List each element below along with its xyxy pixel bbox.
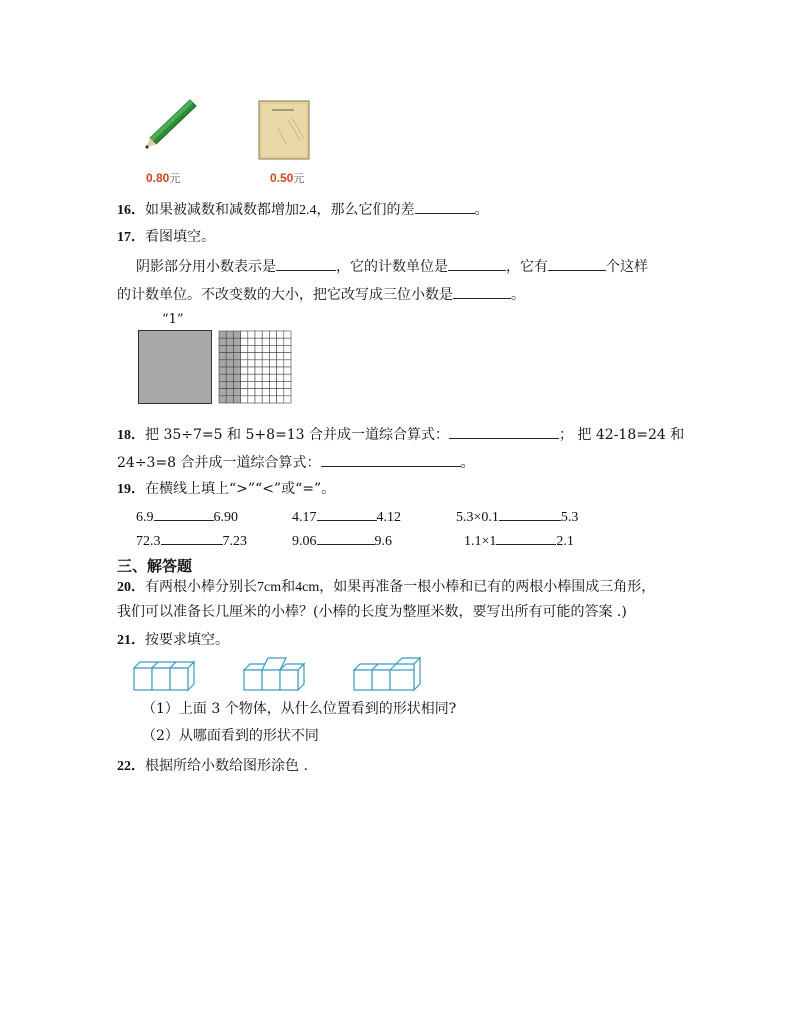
grid-cell	[262, 360, 269, 367]
grid-cell	[255, 338, 262, 345]
grid-cell	[255, 345, 262, 352]
q17-blank-three-decimal[interactable]	[453, 284, 511, 299]
hundred-grid	[218, 330, 292, 408]
grid-cell	[226, 389, 233, 396]
grid-cell	[219, 353, 226, 360]
section-heading: 三、解答题	[117, 557, 193, 575]
compare-item: 5.3×0.1 5.3	[456, 506, 578, 526]
grid-cell	[226, 381, 233, 388]
grid-cell	[262, 381, 269, 388]
grid-cell	[269, 381, 276, 388]
question-18-line2: 24÷3=8 合并成一道综合算式： 。	[117, 452, 475, 472]
grid-cell	[233, 338, 240, 345]
unit-square	[138, 330, 212, 404]
q18-blank-1[interactable]	[449, 424, 559, 439]
compare-item: 6.9 6.90	[136, 506, 238, 526]
grid-cell	[284, 338, 291, 345]
grid-cell	[269, 367, 276, 374]
grid-cell	[262, 331, 269, 338]
grid-cell	[255, 396, 262, 403]
question-21-sub1: （1）上面 3 个物体，从什么位置看到的形状相同?	[142, 701, 457, 717]
grid-cell	[219, 345, 226, 352]
question-17-line1: 阴影部分用小数表示是 ，它的计数单位是 ，它有 个这样	[136, 256, 648, 276]
grid-cell	[255, 353, 262, 360]
grid-cell	[219, 367, 226, 374]
grid-cell	[284, 374, 291, 381]
grid-cell	[248, 381, 255, 388]
grid-cell	[233, 345, 240, 352]
grid-cell	[241, 381, 248, 388]
cube-figure-3	[352, 656, 426, 696]
grid-cell	[233, 374, 240, 381]
grid-cell	[219, 381, 226, 388]
envelope-image	[258, 100, 310, 160]
grid-cell	[277, 338, 284, 345]
grid-cell	[233, 381, 240, 388]
grid-cell	[284, 396, 291, 403]
question-22: 22．根据所给小数给图形涂色 .	[117, 758, 308, 774]
grid-cell	[219, 396, 226, 403]
grid-cell	[269, 396, 276, 403]
grid-cell	[248, 374, 255, 381]
grid-cell	[233, 331, 240, 338]
grid-cell	[226, 353, 233, 360]
grid-cell	[226, 396, 233, 403]
grid-cell	[241, 345, 248, 352]
grid-cell	[262, 396, 269, 403]
grid-cell	[248, 396, 255, 403]
q16-answer-blank[interactable]	[415, 199, 475, 214]
grid-cell	[219, 331, 226, 338]
grid-cell	[233, 360, 240, 367]
grid-cell	[241, 389, 248, 396]
grid-cell	[233, 367, 240, 374]
grid-cell	[269, 360, 276, 367]
grid-cell	[284, 389, 291, 396]
grid-cell	[248, 345, 255, 352]
envelope-price: 0.50元	[270, 171, 305, 185]
grid-cell	[233, 396, 240, 403]
grid-cell	[269, 389, 276, 396]
cube-figure-1	[132, 656, 202, 696]
grid-cell	[269, 345, 276, 352]
compare-item: 4.17 4.12	[292, 506, 401, 526]
question-21-title: 21．按要求填空。	[117, 632, 229, 648]
compare-blank[interactable]	[161, 530, 223, 545]
grid-cell	[248, 360, 255, 367]
grid-cell	[255, 374, 262, 381]
grid-cell	[277, 374, 284, 381]
grid-cell	[226, 345, 233, 352]
grid-cell	[277, 331, 284, 338]
q17-blank-decimal[interactable]	[276, 256, 336, 271]
grid-cell	[262, 353, 269, 360]
grid-cell	[226, 338, 233, 345]
grid-cell	[277, 396, 284, 403]
grid-cell	[269, 331, 276, 338]
grid-cell	[284, 360, 291, 367]
grid-cell	[248, 389, 255, 396]
compare-blank[interactable]	[499, 506, 561, 521]
pencil-image	[140, 98, 200, 160]
grid-cell	[262, 367, 269, 374]
compare-item: 1.1×1 2.1	[464, 530, 574, 550]
compare-item: 72.3 7.23	[136, 530, 247, 550]
grid-cell	[284, 367, 291, 374]
grid-cell	[269, 353, 276, 360]
grid-cell	[277, 389, 284, 396]
grid-cell	[226, 331, 233, 338]
q18-blank-2[interactable]	[321, 452, 461, 467]
compare-blank[interactable]	[154, 506, 214, 521]
grid-cell	[284, 353, 291, 360]
question-20-line2: 我们可以准备长几厘米的小棒？(小棒的长度为整厘米数，要写出所有可能的答案 .)	[117, 604, 627, 620]
grid-cell	[255, 360, 262, 367]
grid-cell	[241, 367, 248, 374]
grid-cell	[255, 389, 262, 396]
grid-cell	[248, 338, 255, 345]
grid-cell	[233, 389, 240, 396]
grid-cell	[262, 338, 269, 345]
grid-cell	[277, 345, 284, 352]
grid-cell	[241, 331, 248, 338]
grid-cell	[277, 367, 284, 374]
grid-cell	[226, 374, 233, 381]
question-21-sub2: （2）从哪面看到的形状不同	[142, 728, 319, 744]
grid-cell	[269, 338, 276, 345]
grid-cell	[219, 374, 226, 381]
grid-cell	[248, 331, 255, 338]
unit-square-label: “1”	[162, 312, 184, 327]
grid-cell	[262, 389, 269, 396]
grid-cell	[226, 367, 233, 374]
grid-cell	[248, 353, 255, 360]
grid-cell	[255, 381, 262, 388]
grid-cell	[241, 353, 248, 360]
grid-cell	[248, 367, 255, 374]
compare-blank[interactable]	[496, 530, 556, 545]
question-20-line1: 20．有两根小棒分别长7cm和4cm，如果再准备一根小棒和已有的两根小棒围成三角形，	[117, 579, 656, 595]
grid-cell	[277, 353, 284, 360]
grid-cell	[233, 353, 240, 360]
grid-cell	[269, 374, 276, 381]
cube-figure-2	[242, 656, 312, 696]
grid-cell	[262, 374, 269, 381]
grid-cell	[241, 360, 248, 367]
grid-cell	[277, 360, 284, 367]
compare-blank[interactable]	[317, 530, 375, 545]
question-19-title: 19．在横线上填上“>”“<”或“=”。	[117, 481, 336, 497]
grid-cell	[219, 338, 226, 345]
grid-cell	[219, 360, 226, 367]
q17-blank-count[interactable]	[548, 256, 606, 271]
grid-cell	[262, 345, 269, 352]
grid-cell	[241, 338, 248, 345]
grid-cell	[255, 331, 262, 338]
compare-item: 9.06 9.6	[292, 530, 392, 550]
question-18-line1: 18．把 35÷7=5 和 5+8=13 合并成一道综合算式： ； 把 42-18=24 和	[117, 424, 684, 445]
grid-cell	[219, 389, 226, 396]
compare-blank[interactable]	[317, 506, 377, 521]
q17-blank-unit[interactable]	[448, 256, 506, 271]
grid-cell	[255, 367, 262, 374]
question-17-line2: 的计数单位。不改变数的大小，把它改写成三位小数是 。	[117, 284, 525, 304]
grid-cell	[241, 396, 248, 403]
pencil-price: 0.80元	[146, 171, 181, 185]
grid-cell	[284, 345, 291, 352]
grid-cell	[284, 381, 291, 388]
grid-cell	[226, 360, 233, 367]
grid-cell	[241, 374, 248, 381]
question-16: 16．如果被减数和减数都增加2.4，那么它们的差 。	[117, 199, 489, 220]
question-17-title: 17．看图填空。	[117, 229, 215, 245]
grid-cell	[284, 331, 291, 338]
grid-cell	[277, 381, 284, 388]
